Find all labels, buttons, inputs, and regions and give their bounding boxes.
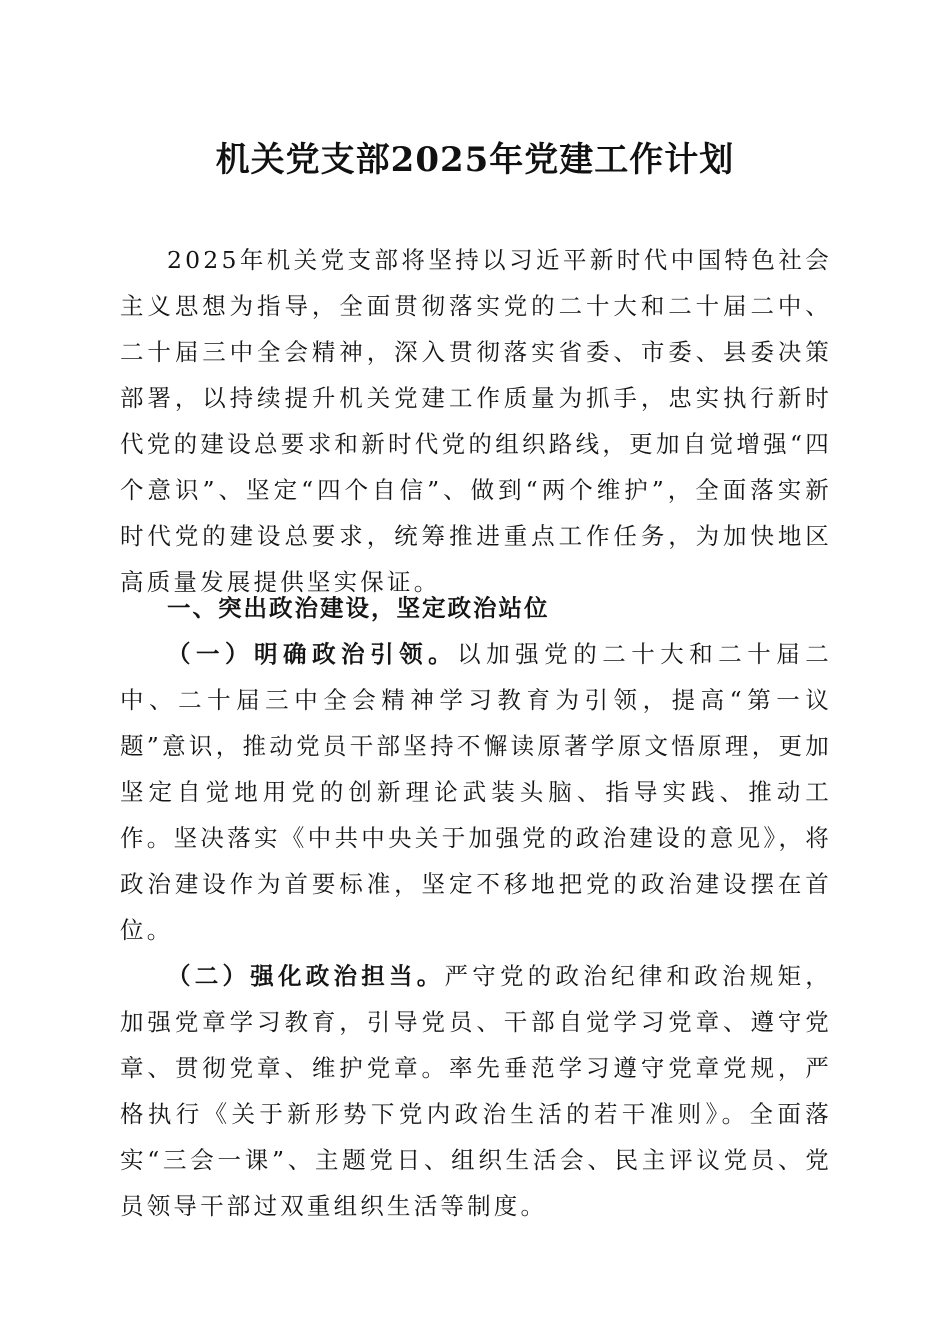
item-lead: （二）强化政治担当。 bbox=[167, 962, 445, 990]
section-1-item-2 bbox=[120, 953, 832, 1229]
section-1-item-1 bbox=[120, 631, 832, 953]
document-title: 机关党支部2025年党建工作计划 bbox=[215, 140, 735, 180]
item-text: 严守党的政治纪律和政治规矩，加强党章学习教育，引导党员、干部自觉学习党章、遵守党章、贯彻党章、维护党章。率先垂范学习遵守党章党规，严格执行《关于新形势下党内政治生活的若干准则》。全面落实“三会一课”、主题党日、组织生活会、民主评议党员、党员领导干部过双重组织生活等制度。 bbox=[120, 962, 833, 1220]
item-text: 以加强党的二十大和二十届二中、二十届三中全会精神学习教育为引领，提高“第一议题”意识，推动党员干部坚持不懈读原著学原文悟原理，更加坚定自觉地用党的创新理论武装头脑、指导实践、推动工作。坚决落实《中共中央关于加强党的政治建设的意见》，将政治建设作为首要标准，坚定不移地把党的政治建设摆在首位。 bbox=[120, 640, 832, 944]
item-lead: （一）明确政治引领。 bbox=[167, 640, 458, 668]
section-heading: 一、突出政治建设，坚定政治站位 bbox=[167, 594, 550, 622]
document-body bbox=[120, 237, 832, 605]
intro-paragraph: 2025年机关党支部将坚持以习近平新时代中国特色社会主义思想为指导，全面贯彻落实党的二十大和二十届二中、二十届三中全会精神，深入贯彻落实省委、市委、县委决策部署，以持续提升机关党建工作质量为抓手，忠实执行新时代党的建设总要求和新时代党的组织路线，更加自觉增强“四个意识”、坚定“四个自信”、做到“两个维护”，全面落实新时代党的建设总要求，统筹推进重点工作任务，为加快地区高质量发展提供坚实保证。 bbox=[120, 246, 832, 596]
section-1 bbox=[120, 585, 832, 1229]
